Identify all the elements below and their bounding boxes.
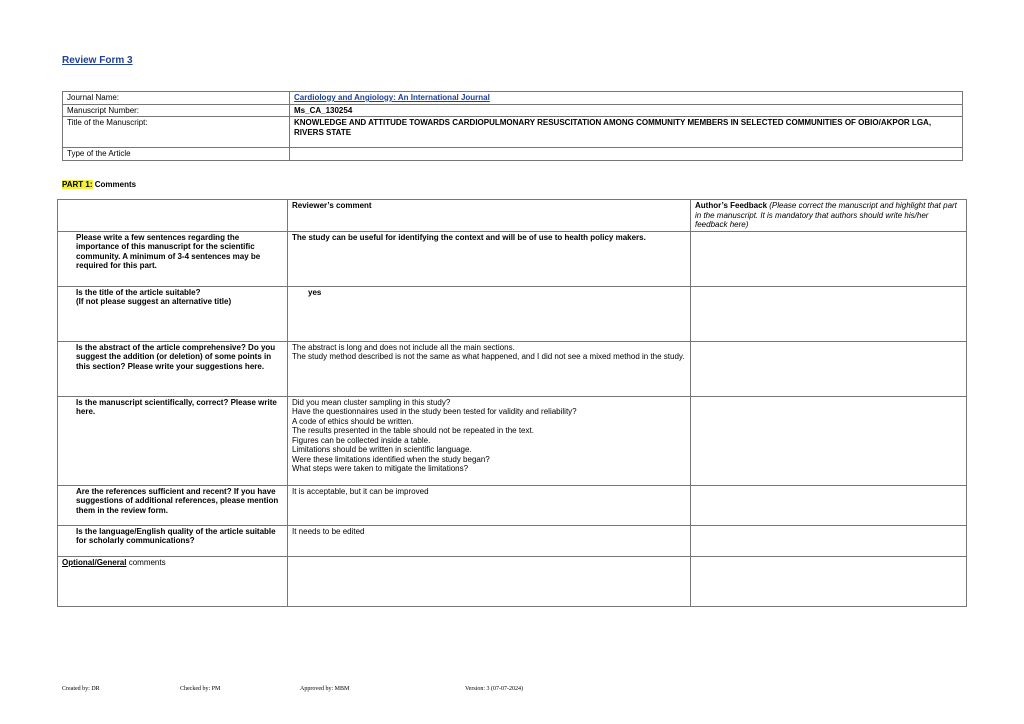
table-row	[58, 286, 967, 341]
part-1-title: Comments	[94, 180, 137, 189]
manuscript-title-value: KNOWLEDGE AND ATTITUDE TOWARDS CARDIOPULMONARY RESUSCITATION AMONG COMMUNITY MEMBERS IN SELECTED COMMUNITIES OF OBIO/AKPOR LGA, RIVERS STATE	[290, 117, 963, 148]
table-row	[58, 341, 967, 396]
part-1-label: PART 1:	[62, 180, 93, 189]
optional-word: Optional	[62, 557, 95, 567]
table-row	[58, 485, 967, 525]
manuscript-number-value: Ms_CA_130254	[290, 104, 963, 117]
comment-line: Limitations should be written in scientific language.	[292, 445, 472, 454]
comment-line: Did you mean cluster sampling in this study?	[292, 397, 451, 407]
table-row	[58, 231, 967, 286]
optional-comments-label	[58, 556, 288, 606]
header-reviewer-comment: Reviewer’s comment	[288, 200, 691, 232]
comment-line: Have the questionnaires used in the study been tested for validity and reliability?	[292, 407, 577, 416]
comment-line: Were these limitations identified when the study began?	[292, 454, 490, 464]
author-feedback-cell[interactable]	[691, 525, 967, 556]
reviewer-comment-cell[interactable]	[288, 286, 691, 341]
comment-line: A code of ethics should be written.	[292, 416, 414, 426]
footer-created-by: Created by: DR	[62, 686, 100, 692]
author-feedback-cell[interactable]	[691, 396, 967, 485]
comment-line: The study method described is not the same as what happened, and I did not see a mixed method in the study.	[292, 352, 685, 361]
review-comments-table	[57, 199, 967, 607]
article-type-value	[290, 148, 963, 161]
question-cell: Is the manuscript scientifically, correct? Please write here.	[58, 396, 288, 485]
optional-separator: /	[94, 557, 97, 567]
author-feedback-title: Author’s Feedback	[695, 201, 768, 210]
general-word: General	[96, 557, 127, 567]
optional-comment-cell[interactable]	[288, 556, 691, 606]
footer-checked-by: Checked by: PM	[180, 686, 221, 692]
reviewer-comment-cell[interactable]	[288, 396, 691, 485]
comment-line: What steps were taken to mitigate the limitations?	[292, 464, 469, 473]
table-row	[58, 556, 967, 606]
table-row	[58, 525, 967, 556]
comments-word: comments	[126, 557, 166, 567]
question-cell: Is the title of the article suitable? (If not please suggest an alternative title)	[58, 286, 288, 341]
reviewer-comment-cell[interactable]	[288, 341, 691, 396]
author-feedback-cell[interactable]	[691, 286, 967, 341]
form-title: Review Form 3	[62, 55, 133, 66]
comment-line: The abstract is long and does not include all the main sections.	[292, 342, 515, 352]
comment-line: Figures can be collected inside a table.	[292, 435, 431, 445]
question-cell: Are the references sufficient and recent? If you have suggestions of additional references, please mention them in the review form.	[58, 485, 288, 525]
question-cell: Please write a few sentences regarding the importance of this manuscript for the scientific community. A minimum of 3-4 sentences may be required for this part.	[58, 231, 288, 286]
footer-approved-by: Approved by: MBM	[300, 686, 350, 692]
comment-line: The results presented in the table should not be repeated in the text.	[292, 426, 534, 435]
author-feedback-cell[interactable]	[691, 231, 967, 286]
journal-label: Journal Name:	[63, 92, 290, 105]
article-type-label: Type of the Article	[63, 148, 290, 161]
author-feedback-cell[interactable]	[691, 341, 967, 396]
journal-link[interactable]: Cardiology and Angiology: An International Journal	[294, 93, 490, 102]
reviewer-comment-cell[interactable]	[288, 485, 691, 525]
author-feedback-instructions: (Please correct the manuscript and highlight that part in the manuscript. It is mandatory that authors should write his/her feedback here)	[695, 201, 957, 229]
part-1-heading	[62, 180, 136, 189]
question-cell: Is the language/English quality of the article suitable for scholarly communications?	[58, 525, 288, 556]
header-empty-cell	[58, 200, 288, 232]
journal-value[interactable]	[290, 92, 963, 105]
reviewer-comment-cell[interactable]	[288, 231, 691, 286]
manuscript-number-label: Manuscript Number:	[63, 104, 290, 117]
comment-line: The study can be useful for identifying the context and will be of use to health policy makers.	[292, 232, 646, 242]
manuscript-info-table	[62, 91, 963, 161]
optional-feedback-cell[interactable]	[691, 556, 967, 606]
footer-version: Version: 3 (07-07-2024)	[465, 686, 523, 692]
comment-line: It is acceptable, but it can be improved	[292, 486, 429, 496]
author-feedback-cell[interactable]	[691, 485, 967, 525]
manuscript-title-label: Title of the Manuscript:	[63, 117, 290, 148]
table-row	[58, 396, 967, 485]
question-cell: Is the abstract of the article comprehensive? Do you suggest the addition (or deletion) of some points in this section? Please write your suggestions here.	[58, 341, 288, 396]
comment-line: It needs to be edited	[292, 526, 365, 536]
header-author-feedback	[691, 200, 967, 232]
reviewer-comment-cell[interactable]	[288, 525, 691, 556]
comment-line: yes	[308, 287, 322, 297]
